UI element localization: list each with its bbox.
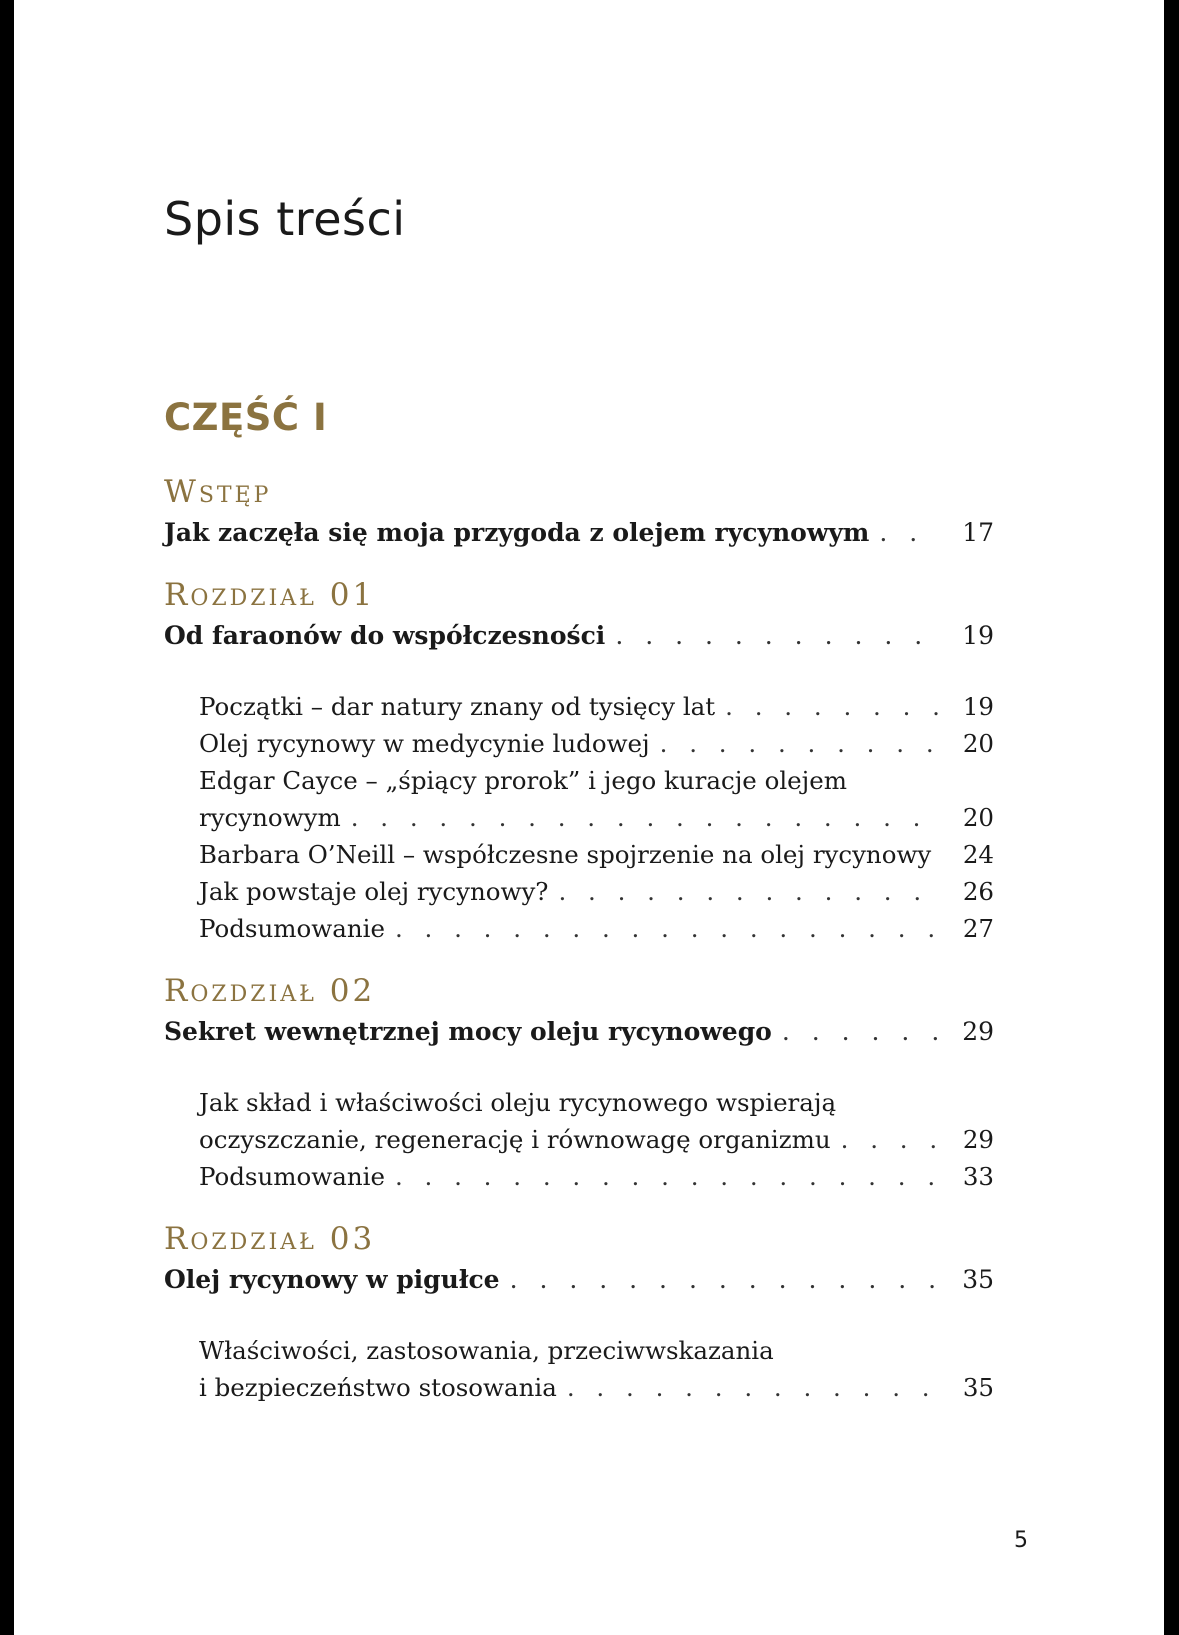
dot-leader xyxy=(615,617,938,654)
toc-subentry xyxy=(164,1121,994,1158)
toc-entry-label: Sekret wewnętrznej mocy oleju rycynowego xyxy=(164,1017,772,1046)
dot-leader xyxy=(660,725,938,762)
toc-entry-label: Jak skład i właściwości oleju rycynowego wspierają xyxy=(199,1088,837,1117)
toc-entry-label: Barbara O’Neill – współczesne spojrzenie na olej rycynowy xyxy=(199,840,932,869)
toc-entry-label: Jak powstaje olej rycynowy? xyxy=(199,877,549,906)
toc-entry-label: Początki – dar natury znany od tysięcy lat xyxy=(199,692,716,721)
toc-entry-label: Właściwości, zastosowania, przeciwwskazania xyxy=(199,1336,774,1365)
dot-leader xyxy=(351,799,938,836)
toc-subentry xyxy=(164,725,994,762)
toc-entry-label: Od faraonów do współczesności xyxy=(164,621,606,650)
toc-entry-page: 35 xyxy=(962,1265,994,1294)
toc-section-heading: Rozdział 02 xyxy=(164,973,376,1009)
toc-entry-label: Jak zaczęła się moja przygoda z olejem rycynowym xyxy=(164,518,870,547)
toc-chapter-entry xyxy=(164,1261,994,1298)
part-title: CZĘŚĆ I xyxy=(164,396,328,439)
toc-chapter-entry xyxy=(164,617,994,654)
dot-leader xyxy=(395,1158,938,1195)
toc-entry-label: oczyszczanie, regenerację i równowagę organizmu xyxy=(199,1125,831,1154)
book-page xyxy=(14,0,1164,1635)
page-number: 5 xyxy=(1014,1528,1028,1553)
dot-leader xyxy=(879,514,938,551)
toc-entry-label: i bezpieczeństwo stosowania xyxy=(199,1373,557,1402)
toc-entry-page: 17 xyxy=(962,518,994,547)
toc-subentry xyxy=(164,873,994,910)
toc-section-heading: Rozdział 01 xyxy=(164,577,376,613)
dot-leader xyxy=(567,1369,938,1406)
toc-subentry xyxy=(164,799,994,836)
toc-subentry xyxy=(164,762,994,799)
toc-subentry xyxy=(164,1158,994,1195)
toc-entry-label: Podsumowanie xyxy=(199,914,385,943)
toc-entry-page: 33 xyxy=(962,1162,994,1191)
toc-entry-label: Edgar Cayce – „śpiący prorok” i jego kuracje olejem xyxy=(199,766,848,795)
toc-entry-page: 19 xyxy=(962,621,994,650)
toc-entry-page: 24 xyxy=(962,840,994,869)
toc-subentry xyxy=(164,1084,994,1121)
dot-leader xyxy=(782,1013,938,1050)
toc-entry-label: Podsumowanie xyxy=(199,1162,385,1191)
table-of-contents xyxy=(164,470,994,1406)
toc-entry-page: 27 xyxy=(962,914,994,943)
toc-chapter-entry xyxy=(164,514,994,551)
toc-entry-page: 35 xyxy=(962,1373,994,1402)
toc-entry-page: 20 xyxy=(962,729,994,758)
toc-entry-page: 29 xyxy=(962,1125,994,1154)
dot-leader xyxy=(841,1121,938,1158)
toc-subentry xyxy=(164,1369,994,1406)
toc-entry-page: 19 xyxy=(962,692,994,721)
toc-entry-label: Olej rycynowy w medycynie ludowej xyxy=(199,729,650,758)
dot-leader xyxy=(725,688,938,725)
dot-leader xyxy=(395,910,938,947)
toc-subentry xyxy=(164,836,994,873)
toc-subentry xyxy=(164,688,994,725)
toc-section-heading: Wstęp xyxy=(164,474,272,510)
toc-entry-label: Olej rycynowy w pigułce xyxy=(164,1265,500,1294)
toc-section-heading: Rozdział 03 xyxy=(164,1221,376,1257)
toc-subentry xyxy=(164,1332,994,1369)
toc-title: Spis treści xyxy=(164,192,406,246)
toc-entry-label: rycynowym xyxy=(199,803,341,832)
dot-leader xyxy=(558,873,938,910)
toc-chapter-entry xyxy=(164,1013,994,1050)
toc-entry-page: 29 xyxy=(962,1017,994,1046)
toc-subentry xyxy=(164,910,994,947)
dot-leader xyxy=(510,1261,938,1298)
toc-entry-page: 26 xyxy=(962,877,994,906)
toc-entry-page: 20 xyxy=(962,803,994,832)
